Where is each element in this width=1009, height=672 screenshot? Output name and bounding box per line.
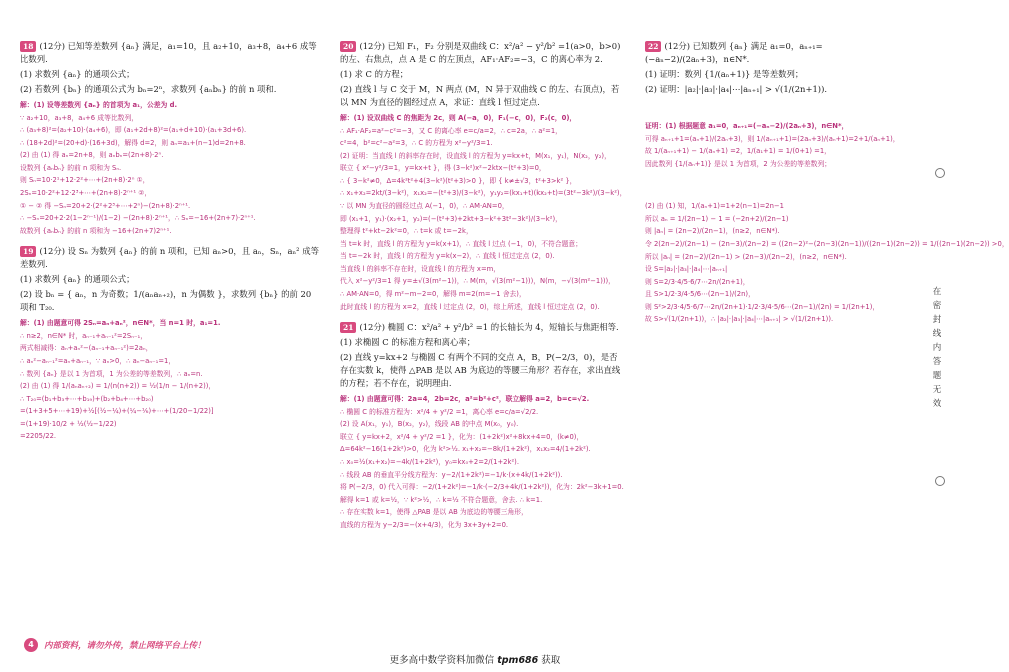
answer-line: 解：(1) 由题意可得：2a=4，2b=2c，a²=b²+c²，联立解得 a=2，b=c=√2. [340,395,590,404]
question-19-part2: (2) 设 bₙ = { aₙ，n 为奇数；1/(aₙaₙ₊₂)，n 为偶数 }，求数列 {bₙ} 的前 20 项和 T₂₀. [20,289,312,313]
answer-line: c²=4，b²=c²−a²=3，∴ C 的方程为 x²−y²/3=1. [340,139,493,148]
answer-line: ∴ 数列 {aₙ} 是以 1 为首项，1 为公差的等差数列，∴ aₙ=n. [20,369,203,378]
answer-line: =(1+3+5+⋯+19)+½[(½−¼)+(¼−⅙)+⋯+(1/20−1/22)] [20,407,214,416]
question-19-stem [20,245,320,271]
answer-line: (2) 由 (1) 得 aₙ=2n+8，则 aₙbₙ=(2n+8)·2ⁿ. [20,151,164,160]
answer-18 [20,99,320,237]
answer-line: 设数列 {aₙbₙ} 的前 n 项和为 Sₙ. [20,163,122,172]
answer-line: 故 1/(aₙ₊₁+1) − 1/(aₙ+1) =2，1/(a₁+1) = 1/(0+1) =1， [645,147,831,156]
binding-hole-icon [935,168,945,178]
answer-line: 当直线 l 的斜率不存在时，设直线 l 的方程为 x=m， [340,264,501,273]
answer-line: 解：(1) 由题意可得 2Sₙ=aₙ+aₙ²，n∈N*，当 n=1 时，a₁=1. [20,319,221,328]
question-20-stem-text: (12分) 已知 F₁，F₂ 分别是双曲线 C：x²/a² − y²/b² =1(a>0，b>0) 的左、右焦点，点 A 是 C 的左顶点，AF₁·AF₂=−3，C 的离心率为 2. [340,41,621,65]
answer-line: 将 P(−2/3，0) 代入可得：−2/(1+2k²)=−1/k·(−2/3+4k/(1+2k²))，化为：2k²−3k+1=0. [340,483,624,492]
question-22 [645,40,1009,326]
question-19 [20,245,320,443]
answer-line: 则 |aₙ| = (2n−2)/(2n−1)，(n≥2，n∈N*). [645,227,780,236]
answer-line: 设 S=|a₂|·|a₃|·|a₄|⋯|aₙ₊₁| [645,265,728,274]
answer-line: 此时直线 l 的方程为 x=2，直线 l 过定点 (2，0)，综上所述，直线 l 恒过定点 (2，0). [340,302,600,311]
question-18-part1: (1) 求数列 {aₙ} 的通项公式； [20,69,135,80]
question-18-stem [20,40,320,66]
answer-line: 故数列 {aₙbₙ} 的前 n 项和为 −16+(2n+7)2ⁿ⁺¹. [20,226,172,235]
binding-hole-icon [935,476,945,486]
question-20-part1: (1) 求 C 的方程； [340,69,409,80]
question-21-part2: (2) 直线 y=kx+2 与椭圆 C 有两个不同的交点 A，B，P(−2/3，0)，是否存在实数 k，使得 △PAB 是以 AB 为底边的等腰三角形？若存在，求出直线的方程；若不存在，说明理由. [340,352,621,389]
answer-line: 所以 aₙ = 1/(2n−1) − 1 = (−2n+2)/(2n−1) [645,214,789,223]
answer-line: (2) 设 A(x₁，y₁)，B(x₂，y₂)，线段 AB 的中点 M(x₀，y₀). [340,420,519,429]
answer-line: (2) 由 (1) 知，1/(aₙ+1)=1+2(n−1)=2n−1 [645,202,784,211]
answer-line: 且 S>1/2·3/4·5/6⋯(2n−1)/(2n)， [645,290,755,299]
copyright-slogan: 内部资料，请勿外传，禁止网络平台上传！ [44,641,206,651]
answer-line: ∴ x₁+x₂=2kt/(3−k²)，x₁x₂=−(t²+3)/(3−k²)，y₁y₂=(kx₁+t)(kx₂+t)=(3t²−3k²)/(3−k²)， [340,189,627,198]
footer-wechat-id: tpm686 [497,655,539,666]
question-20-part2: (2) 直线 l 与 C 交于 M，N 两点 (M，N 异于双曲线 C 的左、右顶点)，若以 MN 为直径的圆经过点 A，求证：直线 l 恒过定点. [340,84,620,108]
answer-line: =(1+19)·10/2 + ½(½−1/22) [20,419,117,428]
question-22-stem [645,40,885,66]
column-left [20,40,320,451]
answer-line: ∴ 椭圆 C 的标准方程为：x²/4 + y²/2 =1，离心率 e=c/a=√2/2. [340,407,539,416]
answer-line: ∴ (a₃+8)²=(a₂+10)·(a₄+6)，即 (a₁+2d+8)²=(a₁+d+10)·(a₁+3d+6). [20,126,247,135]
answer-line: 则 S=2/3·4/5·6/7⋯2n/(2n+1)， [645,277,750,286]
answer-21 [340,393,625,531]
answer-line: 则 Sₙ=10·2¹+12·2²+⋯+(2n+8)·2ⁿ ①， [20,176,150,185]
answer-line: ∴ AF₁·AF₂=a²−c²=−3，又 C 的离心率 e=c/a=2，∴ c=2a，∴ a²=1， [340,126,562,135]
answer-line: 证明：(1) 根据题意 a₁=0，aₙ₊₁=(−aₙ−2)/(2aₙ+3)，n∈N*， [645,122,849,131]
answer-line: 解得 k=1 或 k=½，∵ k²>½，∴ k=½ 不符合题意，舍去. ∴ k=1. [340,495,543,504]
question-18-stem-text: (12分) 已知等差数列 {aₙ} 满足，a₁=10，且 a₂+10，a₃+8，a₄+6 成等比数列. [20,41,317,65]
question-number-badge: 22 [645,41,661,52]
question-20-stem [340,40,625,66]
answer-line: 代入 x²−y²/3=1 得 y=±√(3(m²−1))，∴ M(m，√(3(m²−1)))，N(m，−√(3(m²−1)))， [340,277,615,286]
answer-line: (2) 由 (1) 得 1/(aₙaₙ₊₂) = 1/(n(n+2)) = ½(1/n − 1/(n+2))， [20,382,216,391]
question-number-badge: 18 [20,41,36,52]
question-18-part2: (2) 若数列 {bₙ} 的通项公式为 bₙ=2ⁿ，求数列 {aₙbₙ} 的前 n 项和. [20,84,277,95]
answer-line: 2Sₙ=10·2²+12·2³+⋯+(2n+8)·2ⁿ⁺¹ ②， [20,189,152,197]
answer-line: 所以 |aₙ| = (2n−2)/(2n−1) > (2n−3)/(2n−2)，(n≥2，n∈N*). [645,252,847,261]
answer-line: ∴ 存在实数 k=1，使得 △PAB 是以 AB 为底边的等腰三角形， [340,508,528,517]
answer-line: =2205/22. [20,432,57,441]
answer-line: ∴ n≥2，n∈N* 时，aₙ₋₁+aₙ₋₁²=2Sₙ₋₁， [20,331,148,340]
answer-line: ∴ (18+2d)²=(20+d)·(16+3d)，解得 d=2，则 aₙ=a₁+(n−1)d=2n+8. [20,138,246,147]
answer-20 [340,112,625,313]
answer-line: ① − ② 得 −Sₙ=20+2·(2²+2³+⋯+2ⁿ)−(2n+8)·2ⁿ⁺¹. [20,201,191,210]
answer-line: ∴ { 3−k²≠0，Δ=4k²t²+4(3−k²)(t²+3)>0 }，即 { k≠±√3，t²+3>k² }， [340,176,577,185]
answer-line: 解：(1) 设等差数列 {aₙ} 的首项为 a₁，公差为 d. [20,101,178,110]
footer-suffix: 获取 [538,655,561,666]
question-21 [340,321,625,531]
question-number-badge: 19 [20,246,36,257]
footer-note [0,652,950,666]
answer-line: Δ=64k²−16(1+2k²)>0，化为 k²>½. x₁+x₂=−8k/(1+2k²)，x₁x₂=4/(1+2k²). [340,445,591,454]
answer-line: 解：(1) 设双曲线 C 的焦距为 2c，则 A(−a，0)，F₁(−c，0)，F₂(c，0)， [340,114,577,123]
question-18 [20,40,320,237]
question-22-part2: (2) 证明：|a₂|·|a₃|·|a₄|⋯|aₙ₊₁| > √(1/(2n+1)). [645,84,827,95]
answer-line: ∴ T₂₀=(b₁+b₃+⋯+b₁₉)+(b₂+b₄+⋯+b₂₀) [20,394,154,403]
answer-22 [645,120,1009,326]
answer-line: ∵ 以 MN 为直径的圆经过点 A(−1，0)，∴ AM·AN=0， [340,202,509,211]
column-right [645,40,1009,334]
answer-line: 直线的方程为 y−2/3=−(x+4/3)，化为 3x+3y+2=0. [340,520,509,529]
question-number-badge: 21 [340,322,356,333]
footer-prefix: 更多高中数学资料加微信 [389,655,498,666]
answer-line: ∴ −Sₙ=20+2·2(1−2ⁿ⁻¹)/(1−2) −(2n+8)·2ⁿ⁺¹，∴ Sₙ=−16+(2n+7)·2ⁿ⁺¹. [20,214,256,223]
question-22-stem-text: (12分) 已知数列 {aₙ} 满足 a₁=0，aₙ₊₁=(−aₙ−2)/(2aₙ+3)，n∈N*. [645,41,823,65]
answer-line: 令 2(2n−2)/(2n−1) − (2n−3)/(2n−2) = ((2n−2)²−(2n−3)(2n−1))/((2n−1)(2n−2)) = 1/((2n−1)(2n−2)) >0， [645,240,1009,248]
answer-line: ∴ x₀=½(x₁+x₂)=−4k/(1+2k²)，y₀=kx₀+2=2/(1+2k²). [340,457,519,466]
answer-line: ∴ AM·AN=0，得 m²−m−2=0，解得 m=2(m=−1 舍去)， [340,289,526,298]
answer-line: 联立 { y=kx+2，x²/4 + y²/2 =1 }，化为：(1+2k²)x²+8kx+4=0，(k≠0)， [340,432,584,441]
question-22-part1: (1) 证明：数列 {1/(aₙ+1)} 是等差数列； [645,69,804,80]
question-20 [340,40,625,313]
answer-line: 即 (x₁+1，y₁)·(x₂+1，y₂)=(−(t²+3)+2kt+3−k²+3t²−3k²)/(3−k²)， [340,214,562,223]
answer-line: ∵ a₂+10，a₃+8，a₄+6 成等比数列， [20,113,139,122]
seal-line-notice: 在密封线内答题无效 [932,287,942,409]
question-21-stem-text: (12分) 椭圆 C：x²/a² + y²/b² =1 的长轴长为 4，短轴长与焦距相等. [359,322,619,333]
answer-19 [20,317,320,443]
answer-line: ∴ aₙ²−aₙ₋₁²=aₙ+aₙ₋₁，∵ aₙ>0，∴ aₙ−aₙ₋₁=1， [20,357,176,366]
answer-line: 故 S>√(1/(2n+1))，∴ |a₂|·|a₃|·|a₄|⋯|aₙ₊₁| > √(1/(2n+1)). [645,315,834,324]
answer-line: 当 t=k 时，直线 l 的方程为 y=k(x+1)，∴ 直线 l 过点 (−1，0)，不符合题意； [340,239,583,248]
answer-line: ∴ 线段 AB 的垂直平分线方程为：y−2/(1+2k²)=−1/k·(x+4k/(1+2k²)). [340,470,563,479]
question-21-part1: (1) 求椭圆 C 的标准方程和离心率； [340,337,476,348]
answer-line: 可得 aₙ₊₁+1=(aₙ+1)/(2aₙ+3)，则 1/(aₙ₊₁+1)=(2aₙ+3)/(aₙ+1)=2+1/(aₙ+1)， [645,134,900,143]
answer-line: 整理得 t²+kt−2k²=0，∴ t=k 或 t=−2k， [340,227,473,236]
question-21-stem [340,321,625,334]
answer-line: 则 S²>2/3·4/5·6/7⋯2n/(2n+1)·1/2·3/4·5/6⋯(2n−1)/(2n) = 1/(2n+1)， [645,302,880,311]
column-middle [340,40,625,539]
answer-line: 因此数列 {1/(aₙ+1)} 是以 1 为首项，2 为公差的等差数列； [645,159,832,168]
page-number: 4 [24,638,38,652]
question-number-badge: 20 [340,41,356,52]
question-19-part1: (1) 求数列 {aₙ} 的通项公式； [20,274,135,285]
answer-line: (2) 证明：当直线 l 的斜率存在时，设直线 l 的方程为 y=kx+t，M(x₁，y₁)，N(x₂，y₂)， [340,151,611,160]
answer-line: 联立 { x²−y²/3=1，y=kx+t }，得 (3−k²)x²−2ktx−(t²+3)=0， [340,164,546,173]
answer-line: 当 t=−2k 时，直线 l 的方程为 y=k(x−2)，∴ 直线 l 恒过定点 (2，0). [340,252,555,261]
question-19-stem-text: (12分) 设 Sₙ 为数列 {aₙ} 的前 n 项和，已知 aₙ>0，且 aₙ，Sₙ，aₙ² 成等差数列. [20,246,319,270]
answer-line: 两式相减得：aₙ+aₙ²−(aₙ₋₁+aₙ₋₁²)=2aₙ， [20,344,153,353]
